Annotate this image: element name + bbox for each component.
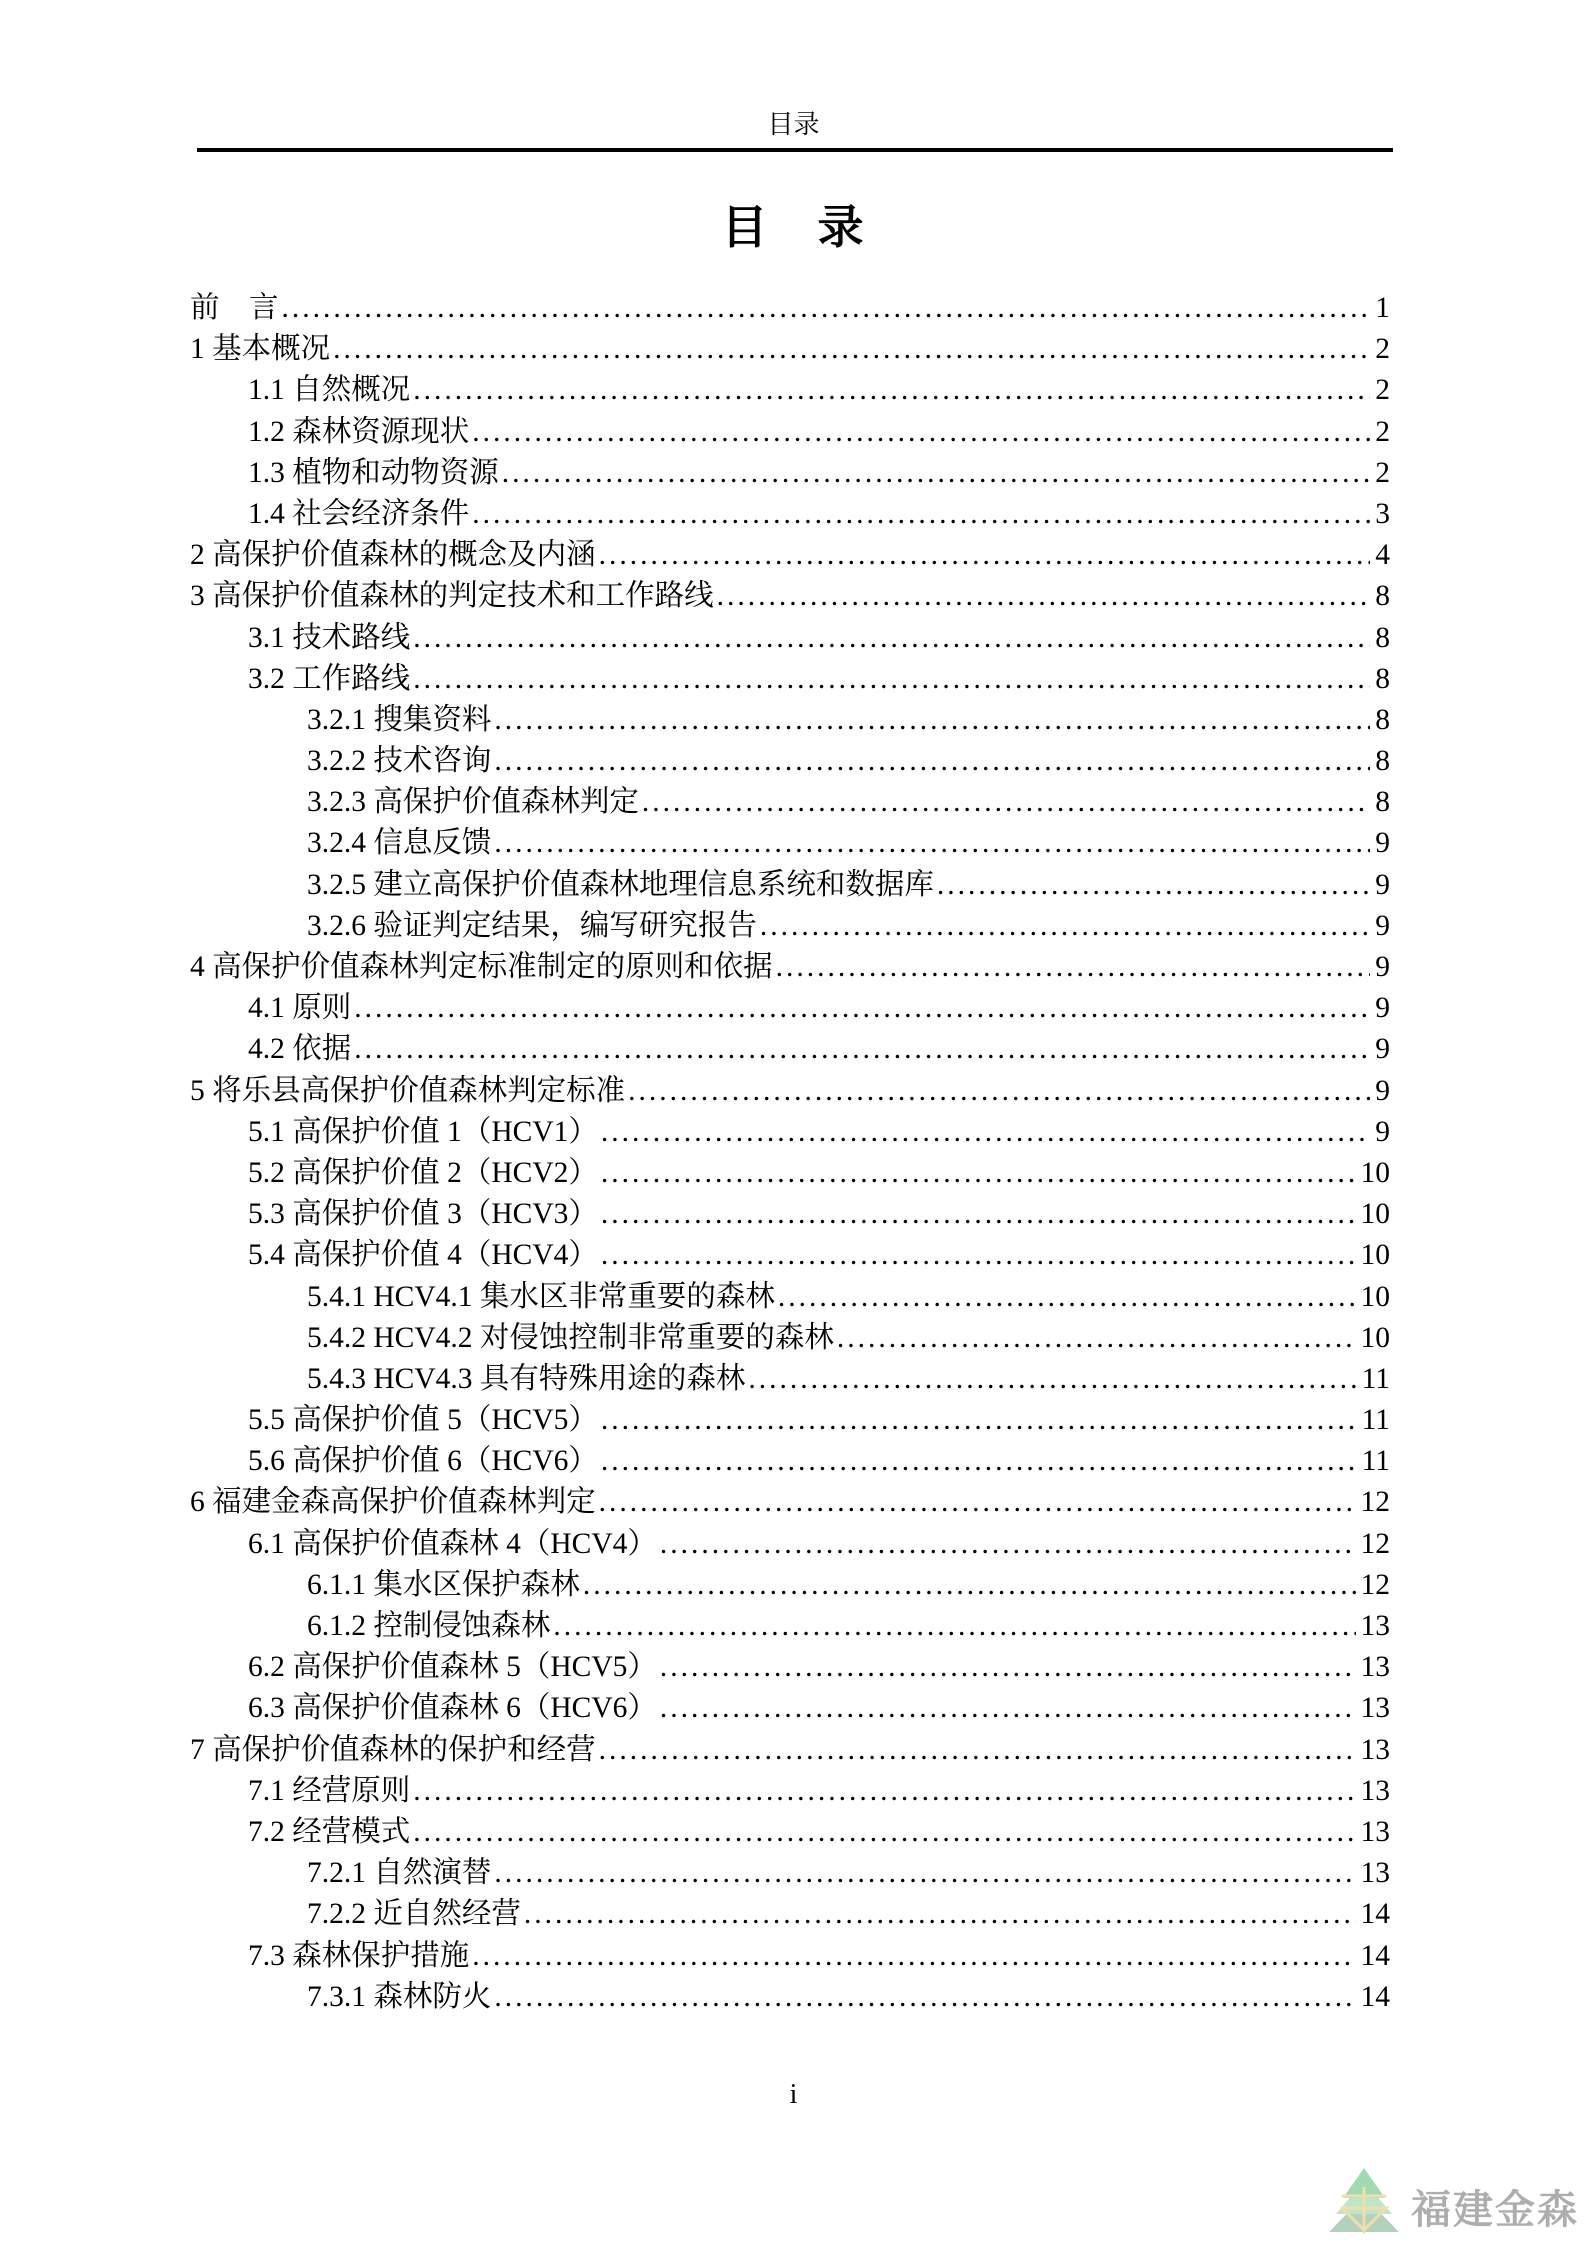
toc-entry-page-number: 9 bbox=[1375, 951, 1390, 983]
toc-leader-dots bbox=[601, 1153, 1356, 1194]
toc-entry-page-number: 12 bbox=[1360, 1568, 1390, 1601]
toc-entry[interactable] bbox=[190, 906, 1390, 947]
toc-entry-label: 4.1 原则 bbox=[248, 992, 352, 1025]
toc-entry[interactable] bbox=[190, 1730, 1390, 1771]
toc-entry-label: 3.1 技术路线 bbox=[248, 621, 411, 654]
header-divider-rule bbox=[197, 148, 1393, 152]
toc-entry-page-number: 13 bbox=[1360, 1610, 1390, 1642]
toc-leader-dots bbox=[642, 782, 1370, 823]
toc-entry-page-number: 9 bbox=[1375, 909, 1390, 942]
toc-leader-dots bbox=[628, 1071, 1370, 1112]
toc-entry[interactable] bbox=[190, 576, 1390, 617]
toc-leader-dots bbox=[494, 1977, 1355, 2018]
toc-entry[interactable] bbox=[190, 1194, 1390, 1235]
toc-leader-dots bbox=[601, 1441, 1357, 1482]
toc-entry-page-number: 8 bbox=[1375, 662, 1390, 695]
toc-entry-label: 5.3 高保护价值 3（HCV3） bbox=[248, 1198, 598, 1231]
toc-entry-label: 1.3 植物和动物资源 bbox=[248, 456, 499, 489]
toc-entry-label: 7.2 经营模式 bbox=[248, 1815, 411, 1848]
toc-entry[interactable] bbox=[190, 1029, 1390, 1070]
toc-entry-label: 3.2.5 建立高保护价值森林地理信息系统和数据库 bbox=[307, 868, 934, 901]
toc-entry[interactable] bbox=[190, 370, 1390, 411]
toc-leader-dots bbox=[524, 1894, 1356, 1935]
toc-entry-label: 7.2.1 自然演替 bbox=[307, 1857, 492, 1890]
toc-entry[interactable] bbox=[190, 453, 1390, 494]
toc-entry-label: 7.3 森林保护措施 bbox=[248, 1939, 470, 1972]
toc-leader-dots bbox=[472, 1936, 1355, 1977]
toc-entry[interactable] bbox=[190, 988, 1390, 1029]
toc-entry-page-number: 8 bbox=[1375, 786, 1390, 819]
toc-entry[interactable] bbox=[190, 1853, 1390, 1894]
toc-entry-page-number: 4 bbox=[1375, 539, 1390, 572]
toc-entry[interactable] bbox=[190, 1647, 1390, 1688]
toc-entry-label: 6.2 高保护价值森林 5（HCV5） bbox=[248, 1651, 657, 1684]
toc-entry-label: 5.6 高保护价值 6（HCV6） bbox=[248, 1445, 598, 1478]
toc-entry-page-number: 9 bbox=[1375, 868, 1390, 901]
toc-entry[interactable] bbox=[190, 494, 1390, 535]
toc-leader-dots bbox=[599, 1730, 1356, 1771]
toc-entry-page-number: 14 bbox=[1360, 1939, 1390, 1972]
toc-entry[interactable] bbox=[190, 700, 1390, 741]
toc-entry[interactable] bbox=[190, 659, 1390, 700]
footer-page-number: i bbox=[789, 2079, 798, 2110]
toc-entry-label: 3.2.6 验证判定结果，编写研究报告 bbox=[307, 909, 757, 942]
toc-leader-dots bbox=[413, 1771, 1355, 1812]
toc-entry[interactable] bbox=[190, 1565, 1390, 1606]
toc-leader-dots bbox=[601, 1112, 1370, 1153]
toc-entry-label: 3.2 工作路线 bbox=[248, 662, 411, 695]
toc-entry-label: 7.2.2 近自然经营 bbox=[307, 1898, 521, 1931]
toc-leader-dots bbox=[333, 329, 1370, 370]
toc-entry[interactable] bbox=[190, 535, 1390, 576]
toc-entry-page-number: 13 bbox=[1360, 1774, 1390, 1807]
toc-leader-dots bbox=[413, 659, 1370, 700]
toc-entry-label: 7.3.1 森林防火 bbox=[307, 1980, 492, 2013]
toc-entry[interactable] bbox=[190, 618, 1390, 659]
toc-entry[interactable] bbox=[190, 782, 1390, 823]
toc-entry-page-number: 10 bbox=[1360, 1239, 1390, 1272]
toc-entry-label: 3.2.3 高保护价值森林判定 bbox=[307, 786, 639, 819]
toc-leader-dots bbox=[660, 1524, 1356, 1565]
toc-entry-label: 6.3 高保护价值森林 6（HCV6） bbox=[248, 1692, 657, 1725]
toc-entry-label: 5.4.2 HCV4.2 对侵蚀控制非常重要的森林 bbox=[307, 1321, 834, 1354]
running-header-title: 目录 bbox=[767, 110, 820, 139]
toc-leader-dots bbox=[553, 1606, 1355, 1647]
toc-leader-dots bbox=[748, 1359, 1356, 1400]
toc-entry-page-number: 1 bbox=[1375, 292, 1390, 324]
toc-entry[interactable] bbox=[190, 1400, 1390, 1441]
toc-leader-dots bbox=[601, 1235, 1356, 1276]
toc-entry[interactable] bbox=[190, 1771, 1390, 1812]
toc-entry-label: 5 将乐县高保护价值森林判定标准 bbox=[190, 1074, 626, 1107]
toc-entry-label: 5.5 高保护价值 5（HCV5） bbox=[248, 1404, 598, 1437]
toc-entry-label: 6.1.2 控制侵蚀森林 bbox=[307, 1610, 551, 1642]
toc-leader-dots bbox=[599, 1482, 1356, 1523]
toc-entry-label: 5.1 高保护价值 1（HCV1） bbox=[248, 1115, 598, 1148]
toc-entry-label: 3.2.4 信息反馈 bbox=[307, 827, 492, 860]
toc-leader-dots bbox=[413, 618, 1370, 659]
toc-leader-dots bbox=[601, 1400, 1357, 1441]
toc-entry[interactable] bbox=[190, 1318, 1390, 1359]
toc-entry-page-number: 8 bbox=[1375, 703, 1390, 736]
toc-entry-label: 5.4.1 HCV4.1 集水区非常重要的森林 bbox=[307, 1280, 775, 1313]
toc-entry[interactable] bbox=[190, 1812, 1390, 1853]
toc-entry-label: 4 高保护价值森林判定标准制定的原则和依据 bbox=[190, 951, 773, 983]
toc-entry-label: 3.2.2 技术咨询 bbox=[307, 745, 492, 778]
toc-entry-label: 1.1 自然概况 bbox=[248, 374, 411, 407]
toc-entry[interactable] bbox=[190, 1071, 1390, 1112]
toc-entry[interactable] bbox=[190, 288, 1390, 329]
toc-list bbox=[190, 288, 1390, 2018]
toc-leader-dots bbox=[776, 947, 1371, 988]
toc-entry-page-number: 2 bbox=[1375, 415, 1390, 448]
toc-entry[interactable] bbox=[190, 1359, 1390, 1400]
toc-entry-label: 7 高保护价值森林的保护和经营 bbox=[190, 1733, 596, 1766]
toc-entry[interactable] bbox=[190, 1524, 1390, 1565]
toc-leader-dots bbox=[413, 370, 1370, 411]
toc-entry-label: 1.2 森林资源现状 bbox=[248, 415, 470, 448]
toc-leader-dots bbox=[494, 741, 1370, 782]
toc-leader-dots bbox=[494, 823, 1370, 864]
toc-leader-dots bbox=[494, 1853, 1355, 1894]
toc-entry[interactable] bbox=[190, 1936, 1390, 1977]
toc-entry-label: 5.2 高保护价值 2（HCV2） bbox=[248, 1156, 598, 1189]
toc-entry-label: 3 高保护价值森林的判定技术和工作路线 bbox=[190, 580, 714, 613]
toc-entry-page-number: 3 bbox=[1375, 497, 1390, 530]
toc-entry-page-number: 2 bbox=[1375, 374, 1390, 407]
toc-entry-page-number: 11 bbox=[1361, 1404, 1390, 1437]
toc-leader-dots bbox=[354, 1029, 1370, 1070]
toc-leader-dots bbox=[502, 453, 1370, 494]
toc-entry-page-number: 11 bbox=[1361, 1445, 1390, 1478]
toc-entry-page-number: 8 bbox=[1375, 621, 1390, 654]
brand-logo bbox=[1329, 2168, 1579, 2234]
toc-entry-page-number: 10 bbox=[1360, 1321, 1390, 1354]
toc-entry-label: 1.4 社会经济条件 bbox=[248, 497, 470, 530]
toc-entry-page-number: 14 bbox=[1360, 1980, 1390, 2013]
toc-leader-dots bbox=[472, 494, 1370, 535]
toc-entry-page-number: 13 bbox=[1360, 1815, 1390, 1848]
toc-leader-dots bbox=[354, 988, 1370, 1029]
toc-entry-page-number: 9 bbox=[1375, 1115, 1390, 1148]
toc-entry[interactable] bbox=[190, 1112, 1390, 1153]
toc-entry-label: 2 高保护价值森林的概念及内涵 bbox=[190, 539, 596, 572]
toc-entry[interactable] bbox=[190, 1977, 1390, 2018]
toc-leader-dots bbox=[599, 535, 1371, 576]
toc-entry-page-number: 10 bbox=[1360, 1198, 1390, 1231]
toc-entry-page-number: 14 bbox=[1360, 1898, 1390, 1931]
toc-entry-page-number: 2 bbox=[1375, 333, 1390, 366]
toc-leader-dots bbox=[760, 906, 1370, 947]
toc-entry-label: 7.1 经营原则 bbox=[248, 1774, 411, 1807]
toc-entry-page-number: 9 bbox=[1375, 1033, 1390, 1066]
toc-entry-page-number: 10 bbox=[1360, 1156, 1390, 1189]
toc-entry-page-number: 8 bbox=[1375, 745, 1390, 778]
toc-leader-dots bbox=[937, 865, 1370, 906]
toc-entry[interactable] bbox=[190, 1441, 1390, 1482]
toc-leader-dots bbox=[413, 1812, 1355, 1853]
toc-leader-dots bbox=[472, 412, 1370, 453]
toc-entry-page-number: 8 bbox=[1375, 580, 1390, 613]
toc-entry-page-number: 10 bbox=[1360, 1280, 1390, 1313]
toc-entry-label: 前 言 bbox=[190, 292, 279, 324]
toc-entry-label: 5.4.3 HCV4.3 具有特殊用途的森林 bbox=[307, 1362, 746, 1395]
toc-entry[interactable] bbox=[190, 1606, 1390, 1647]
toc-entry-label: 6 福建金森高保护价值森林判定 bbox=[190, 1486, 596, 1519]
toc-entry[interactable] bbox=[190, 1482, 1390, 1523]
toc-entry[interactable] bbox=[190, 412, 1390, 453]
toc-entry-page-number: 11 bbox=[1361, 1362, 1390, 1395]
toc-leader-dots bbox=[660, 1688, 1356, 1729]
toc-entry-page-number: 12 bbox=[1360, 1486, 1390, 1519]
toc-entry-page-number: 13 bbox=[1360, 1733, 1390, 1766]
toc-leader-dots bbox=[778, 1277, 1356, 1318]
brand-logo-text: 福建金森 bbox=[1411, 2188, 1579, 2232]
toc-entry[interactable] bbox=[190, 1894, 1390, 1935]
toc-entry[interactable] bbox=[190, 1235, 1390, 1276]
toc-leader-dots bbox=[837, 1318, 1356, 1359]
toc-leader-dots bbox=[494, 700, 1370, 741]
pine-tree-logo-icon bbox=[1329, 2168, 1399, 2234]
toc-entry[interactable] bbox=[190, 741, 1390, 782]
toc-entry-label: 3.2.1 搜集资料 bbox=[307, 703, 492, 736]
toc-entry-label: 5.4 高保护价值 4（HCV4） bbox=[248, 1239, 598, 1272]
toc-entry[interactable] bbox=[190, 823, 1390, 864]
toc-page-title: 目 录 bbox=[721, 202, 866, 253]
toc-entry-page-number: 9 bbox=[1375, 1074, 1390, 1107]
toc-entry[interactable] bbox=[190, 1153, 1390, 1194]
toc-leader-dots bbox=[660, 1647, 1356, 1688]
toc-leader-dots bbox=[601, 1194, 1356, 1235]
toc-entry-label: 4.2 依据 bbox=[248, 1033, 352, 1066]
toc-entry-page-number: 9 bbox=[1375, 827, 1390, 860]
toc-entry[interactable] bbox=[190, 1688, 1390, 1729]
toc-entry-label: 6.1.1 集水区保护森林 bbox=[307, 1568, 580, 1601]
toc-leader-dots bbox=[583, 1565, 1356, 1606]
toc-entry-page-number: 13 bbox=[1360, 1651, 1390, 1684]
toc-entry-page-number: 13 bbox=[1360, 1857, 1390, 1890]
toc-entry-page-number: 13 bbox=[1360, 1692, 1390, 1725]
toc-entry-label: 6.1 高保护价值森林 4（HCV4） bbox=[248, 1527, 657, 1560]
toc-leader-dots bbox=[282, 288, 1371, 329]
toc-leader-dots bbox=[717, 576, 1371, 617]
toc-entry[interactable] bbox=[190, 947, 1390, 988]
toc-entry[interactable] bbox=[190, 1277, 1390, 1318]
toc-entry[interactable] bbox=[190, 329, 1390, 370]
toc-entry-label: 1 基本概况 bbox=[190, 333, 331, 366]
toc-entry-page-number: 9 bbox=[1375, 992, 1390, 1025]
toc-entry-page-number: 12 bbox=[1360, 1527, 1390, 1560]
toc-entry[interactable] bbox=[190, 865, 1390, 906]
toc-entry-page-number: 2 bbox=[1375, 456, 1390, 489]
